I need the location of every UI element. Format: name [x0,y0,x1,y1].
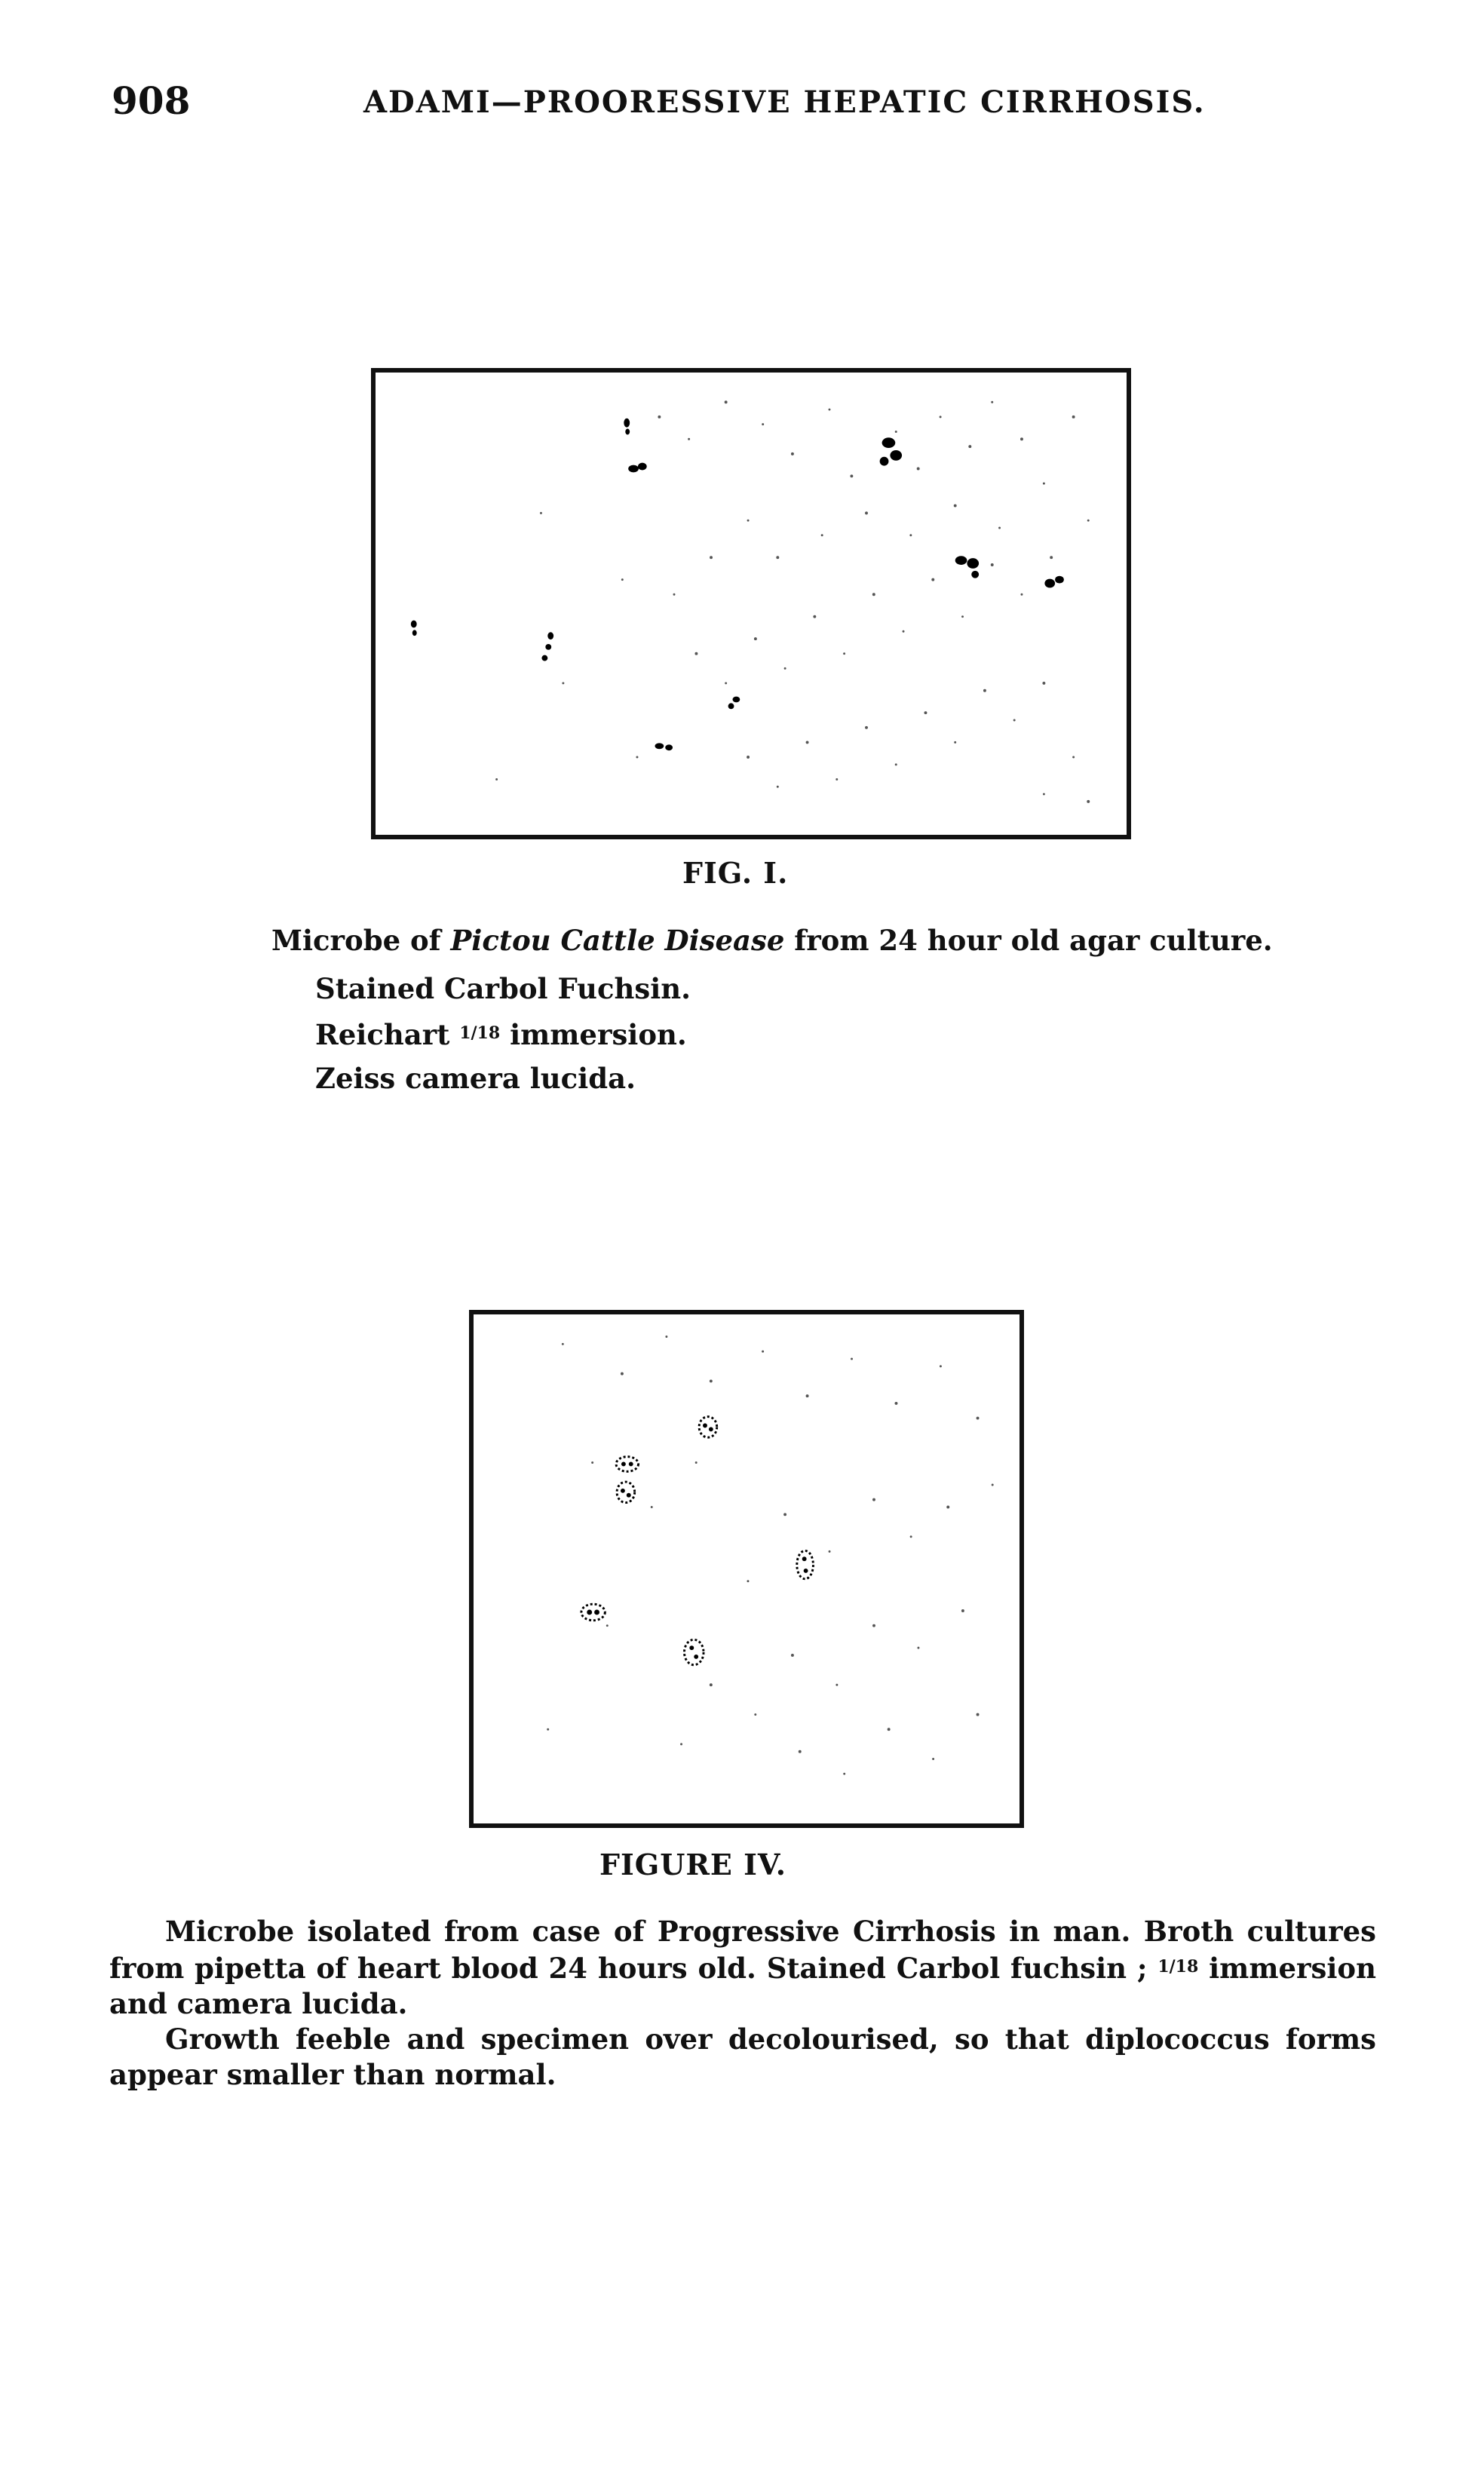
figure-4-paragraph-2: Growth feeble and specimen over decolourised, so that diplococcus forms appear smaller than normal. [109,2023,1376,2091]
figure-4-stippling [474,1314,1019,1823]
figure-1-caption: Microbe of Pictou Cattle Disease from 24 hour old agar culture. [271,924,1273,957]
figure-1-lucida-line: Zeiss camera lucida. [315,1062,636,1095]
figure-4-label: FIGURE IV. [599,1848,786,1882]
figure-1-micrograph [371,368,1131,839]
page-number: 908 [112,78,191,123]
figure-4-description [109,1914,1376,2093]
figure-4-paragraph-1: Microbe isolated from case of Progressive Cirrhosis in man. Broth cultures from pipetta of heart blood 24 hours old. Stained Carbol fuchsin ; $^{1/18}$ immersion and camera lucida. [109,1915,1376,2020]
figure-1-stippling [376,373,1127,835]
running-title: ADAMI—PROORESSIVE HEPATIC CIRRHOSIS. [363,84,1206,120]
figure-1-label: FIG. I. [682,856,789,890]
figure-1-stain-line: Stained Carbol Fuchsin. [315,972,691,1005]
fraction: 1/18 [1157,1957,1199,1977]
figure-1-immersion-line: Reichart $^{1/18}$ immersion. [315,1018,687,1051]
species-name: Pictou Cattle Disease [450,924,785,957]
figure-4-micrograph [469,1310,1024,1828]
fraction: 1/18 [459,1023,501,1043]
